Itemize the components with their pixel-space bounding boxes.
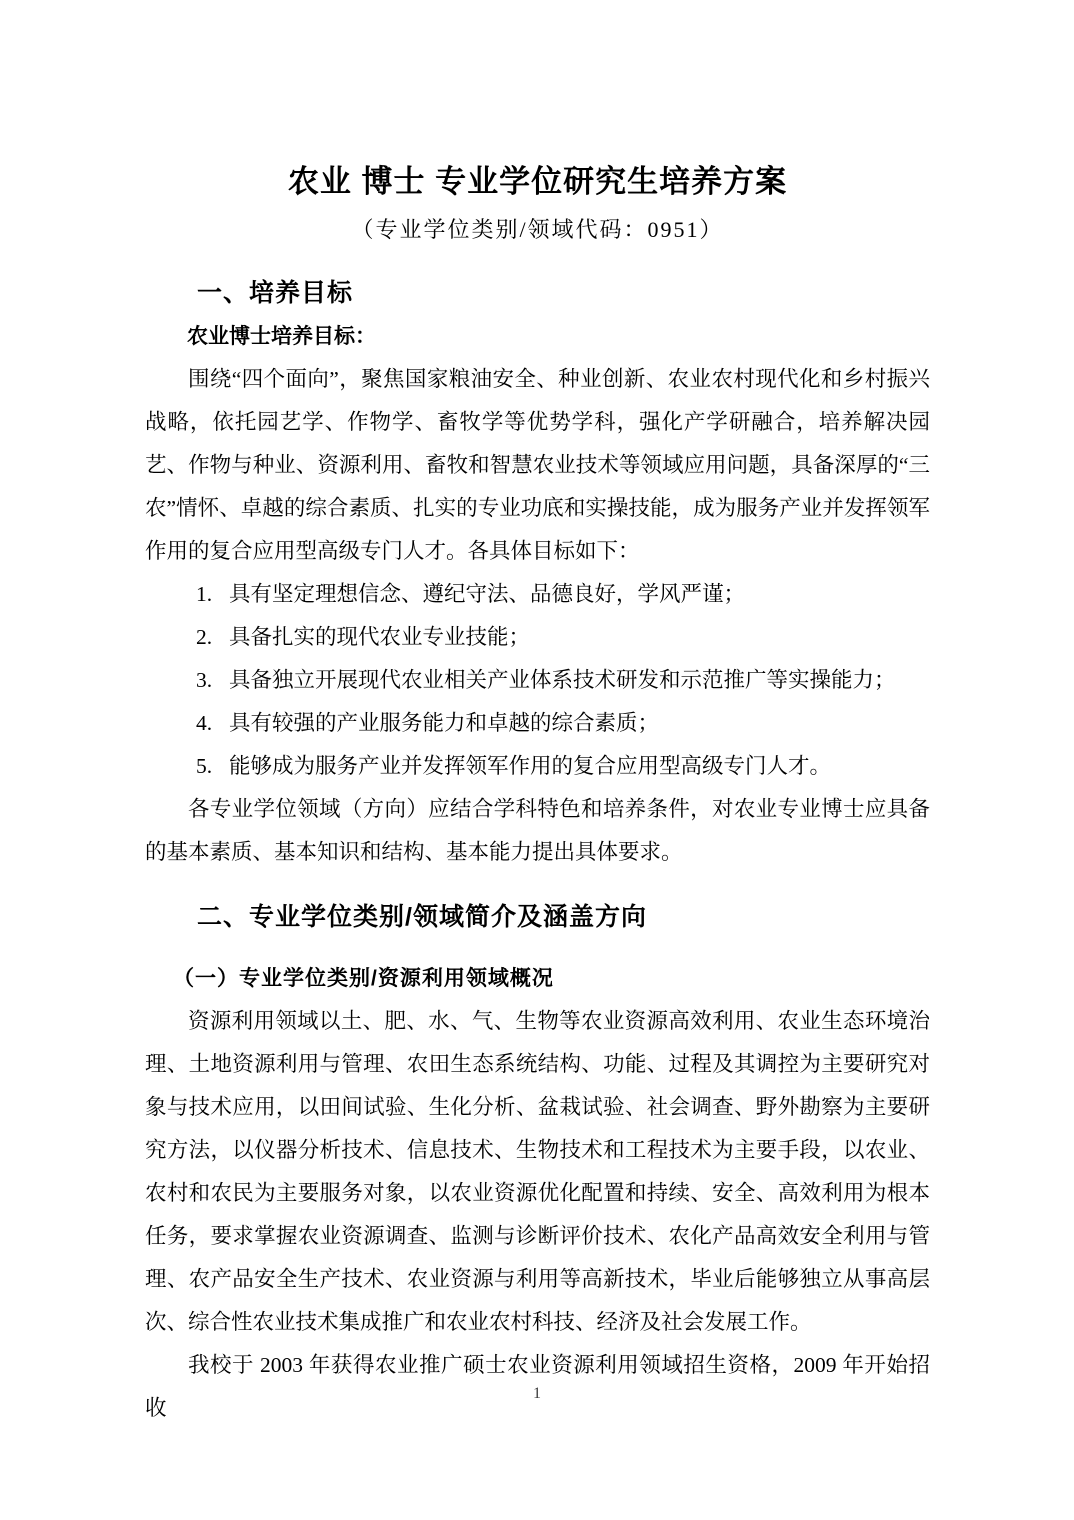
goal-item-number: 5. <box>196 754 213 778</box>
document-title: 农业 博士 专业学位研究生培养方案 <box>287 164 788 199</box>
training-goal-lead: 农业博士培养目标： <box>187 325 376 348</box>
goal-item-text: 具备独立开展现代农业相关产业体系技术研发和示范推广等实操能力； <box>229 668 896 692</box>
goal-list-item-2 <box>145 616 930 659</box>
section-2-heading: 二、专业学位类别/领域简介及涵盖方向 <box>197 903 647 931</box>
goal-item-number: 4. <box>196 711 213 735</box>
goal-item-text: 具备扎实的现代农业专业技能； <box>229 625 531 649</box>
goal-item-number: 1. <box>196 582 213 606</box>
document-subtitle: （专业学位类别/领域代码：0951） <box>351 217 724 242</box>
enrollment-history-paragraph: 我校于 2003 年获得农业推广硕士农业资源利用领域招生资格，2009 年开始招收 <box>145 1353 930 1420</box>
section-2-subheading: （一）专业学位类别/资源利用领域概况 <box>173 967 554 990</box>
section-1-heading: 一、培养目标 <box>197 279 354 307</box>
goal-item-text: 具有较强的产业服务能力和卓越的综合素质； <box>229 711 660 735</box>
training-goal-paragraph: 围绕“四个面向”，聚焦国家粮油安全、种业创新、农业农村现代化和乡村振兴战略，依托园艺学、作物学、畜牧学等优势学科，强化产学研融合，培养解决园艺、作物与种业、资源利用、畜牧和智慧农业技术等领域应用问题，具备深厚的“三农”情怀、卓越的综合素质、扎实的专业功底和实操技能，成为服务产业并发挥领军作用的复合应用型高级专门人才。各具体目标如下： <box>145 367 930 563</box>
goal-item-text: 具有坚定理想信念、遵纪守法、品德良好，学风严谨； <box>229 582 746 606</box>
goal-list-item-4 <box>145 702 930 745</box>
goal-list-item-3 <box>145 659 930 702</box>
goal-list-item-1 <box>145 573 930 616</box>
goal-item-number: 2. <box>196 625 213 649</box>
resource-field-paragraph: 资源利用领域以土、肥、水、气、生物等农业资源高效利用、农业生态环境治理、土地资源利用与管理、农田生态系统结构、功能、过程及其调控为主要研究对象与技术应用，以田间试验、生化分析、盆栽试验、社会调查、野外勘察为主要研究方法，以仪器分析技术、信息技术、生物技术和工程技术为主要手段，以农业、农村和农民为主要服务对象，以农业资源优化配置和持续、安全、高效利用为根本任务，要求掌握农业资源调查、监测与诊断评价技术、农化产品高效安全利用与管理、农产品安全生产技术、农业资源与利用等高新技术，毕业后能够独立从事高层次、综合性农业技术集成推广和农业农村科技、经济及社会发展工作。 <box>145 1009 930 1334</box>
page-number: 1 <box>533 1385 541 1402</box>
domain-requirement-paragraph: 各专业学位领域（方向）应结合学科特色和培养条件，对农业专业博士应具备的基本素质、基本知识和结构、基本能力提出具体要求。 <box>145 797 930 864</box>
goal-item-number: 3. <box>196 668 213 692</box>
goal-item-text: 能够成为服务产业并发挥领军作用的复合应用型高级专门人才。 <box>229 754 832 778</box>
goal-list-item-5 <box>145 745 930 788</box>
